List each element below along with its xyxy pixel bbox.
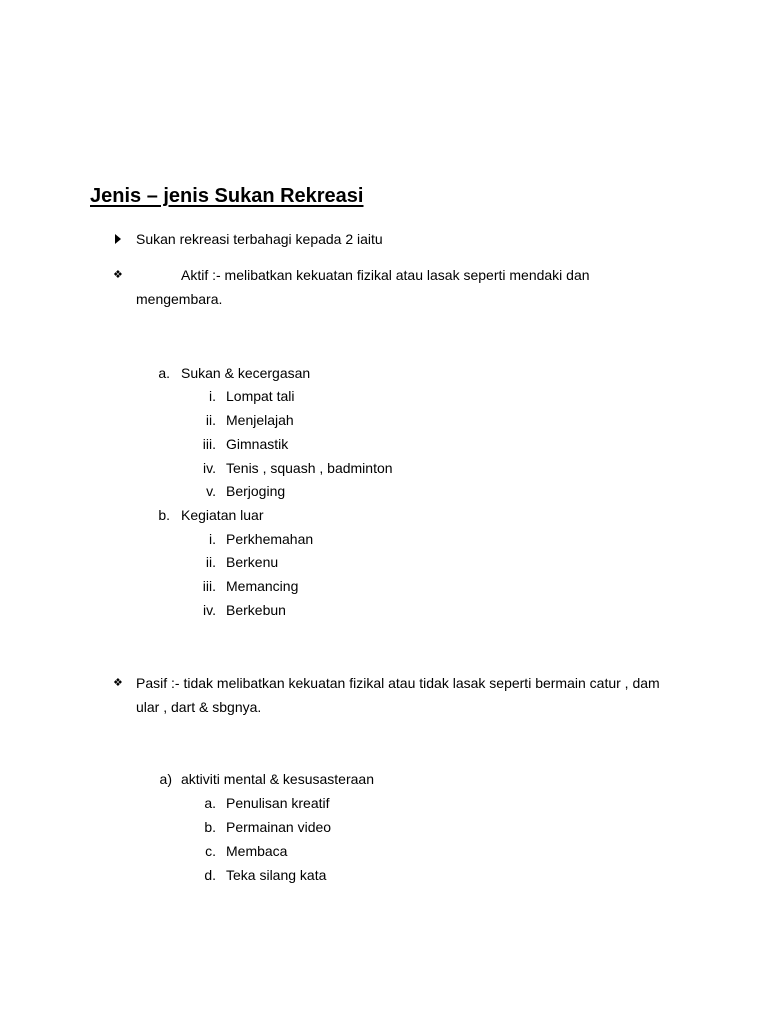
list-marker: i. — [209, 531, 216, 547]
pasif-line-2: ular , dart & sbgnya. — [136, 699, 262, 715]
aktif-line-1: Aktif :- melibatkan kekuatan fizikal atau lasak seperti mendaki dan — [181, 267, 590, 283]
list-item: Tenis , squash , badminton — [226, 460, 393, 476]
list-item: Berjoging — [226, 483, 286, 499]
list-item: Berkenu — [226, 554, 279, 570]
list-marker: ii. — [205, 554, 216, 570]
list-item: Menjelajah — [226, 412, 294, 428]
list-item: Penulisan kreatif — [226, 795, 330, 811]
list-marker: b. — [158, 507, 170, 523]
list-marker: a) — [159, 771, 172, 787]
list-item: Lompat tali — [226, 388, 295, 404]
list-item: Gimnastik — [226, 436, 289, 452]
list-marker: d. — [204, 867, 216, 883]
right-triangle-bullet-icon — [115, 234, 121, 244]
group-label-aktiviti-mental: aktiviti mental & kesusasteraan — [181, 771, 374, 787]
list-marker: iv. — [203, 460, 216, 476]
list-item: Berkebun — [226, 602, 286, 618]
list-item: Permainan video — [226, 819, 332, 835]
list-marker: a. — [204, 795, 216, 811]
list-marker: iii. — [202, 578, 216, 594]
list-marker: v. — [206, 483, 216, 499]
list-marker: b. — [204, 819, 216, 835]
list-item: Teka silang kata — [226, 867, 327, 883]
list-marker: i. — [209, 388, 216, 404]
list-marker: iv. — [203, 602, 216, 618]
list-marker: c. — [205, 843, 216, 859]
document-title: Jenis – jenis Sukan Rekreasi — [90, 185, 364, 207]
list-item: Memancing — [226, 578, 299, 594]
group-label-kegiatan-luar: Kegiatan luar — [181, 507, 264, 523]
group-label-sukan-kecergasan: Sukan & kecergasan — [181, 365, 311, 381]
four-diamond-bullet-icon: ❖ — [113, 677, 123, 689]
list-item: Membaca — [226, 843, 288, 859]
intro-text: Sukan rekreasi terbahagi kepada 2 iaitu — [136, 231, 383, 247]
aktif-line-2: mengembara. — [136, 291, 223, 307]
list-marker: ii. — [205, 412, 216, 428]
pasif-line-1: Pasif :- tidak melibatkan kekuatan fizikal atau tidak lasak seperti bermain catur , dam — [136, 675, 660, 691]
list-item: Perkhemahan — [226, 531, 314, 547]
list-marker: iii. — [202, 436, 216, 452]
list-marker: a. — [158, 365, 170, 381]
four-diamond-bullet-icon: ❖ — [113, 269, 123, 281]
